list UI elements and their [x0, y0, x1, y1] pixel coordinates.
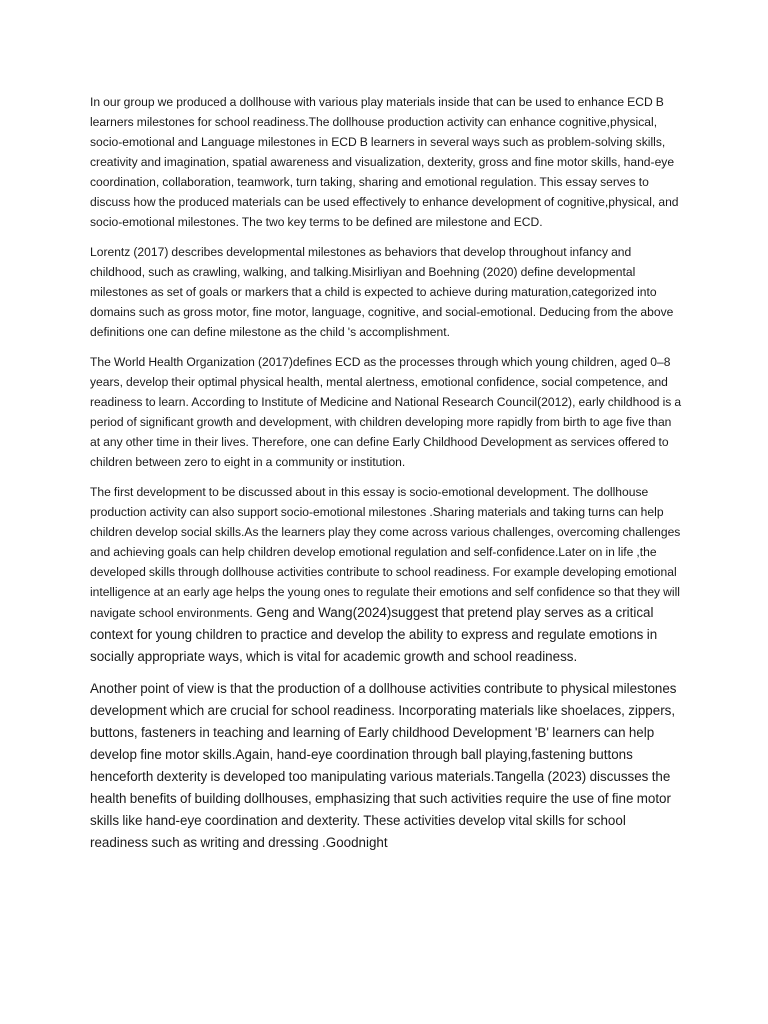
- paragraph-socio-emotional-text: The first development to be discussed about in this essay is socio-emotional development. The dollhouse production activity can also support socio-emotional milestones .Sharing materials and taking turns can help children develop social skills.As the learners play they come across various challenges, overcoming challenges and achieving goals can help children develop emotional regulation and self-confidence.Later on in life ,the developed skills through dollhouse activities contribute to school readiness. For example developing emotional intelligence at an early age helps the young ones to regulate their emotions and self confidence so that they will navigate school environments.: [90, 485, 681, 620]
- paragraph-socio-emotional: [90, 482, 682, 668]
- paragraph-ecd-definition: The World Health Organization (2017)defines ECD as the processes through which young children, aged 0–8 years, develop their optimal physical health, mental alertness, emotional confidence, social competence, and readiness to learn. According to Institute of Medicine and National Research Council(2012), early childhood is a period of significant growth and development, with children developing more rapidly from birth to age five than at any other time in their lives. Therefore, one can define Early Childhood Development as services offered to children between zero to eight in a community or institution.: [90, 355, 682, 469]
- paragraph-physical: Another point of view is that the production of a dollhouse activities contribute to physical milestones development which are crucial for school readiness. Incorporating materials like shoelaces, zippers, buttons, fasteners in teaching and learning of Early childhood Development 'B' learners can help develop fine motor skills.Again, hand-eye coordination through ball playing,fastening buttons henceforth dexterity is developed too manipulating various materials.Tangella (2023) discusses the health benefits of building dollhouses, emphasizing that such activities require the use of fine motor skills like hand-eye coordination and dexterity. These activities develop vital skills for school readiness such as writing and dressing .Goodnight: [90, 681, 677, 850]
- paragraph-milestone-definition: Lorentz (2017) describes developmental milestones as behaviors that develop throughout infancy and childhood, such as crawling, walking, and talking.Misirliyan and Boehning (2020) define developmental milestones as set of goals or markers that a child is expected to achieve during maturation,categorized into domains such as gross motor, fine motor, language, cognitive, and social-emotional. Deducing from the above definitions one can define milestone as the child 's accomplishment.: [90, 245, 674, 339]
- paragraph-socio-emotional-citation: Geng and Wang(2024)suggest that pretend play serves as a critical context for young children to practice and develop the ability to express and regulate emotions in socially appropriate ways, which is vital for academic growth and school readiness.: [90, 605, 658, 664]
- paragraph-introduction: In our group we produced a dollhouse with various play materials inside that can be used to enhance ECD B learners milestones for school readiness.The dollhouse production activity can enhance cognitive,physical, socio-emotional and Language milestones in ECD B learners in several ways such as problem-solving skills, creativity and imagination, spatial awareness and visualization, dexterity, gross and fine motor skills, hand-eye coordination, collaboration, teamwork, turn taking, sharing and emotional regulation. This essay serves to discuss how the produced materials can be used effectively to enhance development of cognitive,physical, and socio-emotional milestones. The two key terms to be defined are milestone and ECD.: [90, 95, 679, 229]
- essay-body: [90, 92, 682, 864]
